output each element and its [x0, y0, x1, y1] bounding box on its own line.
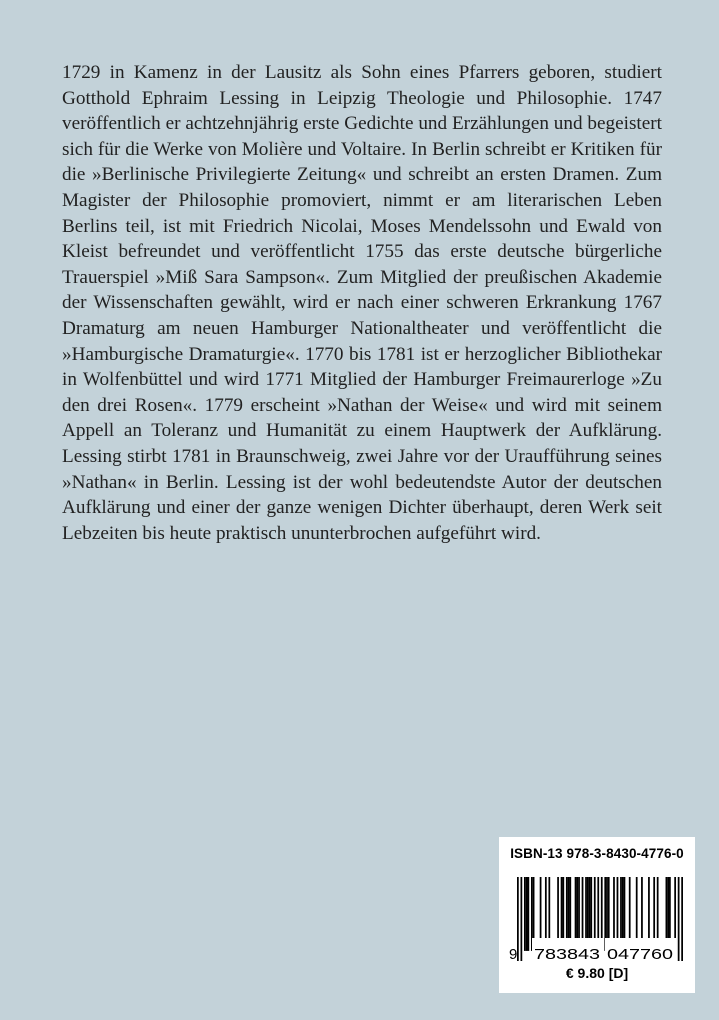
isbn-label: ISBN-13 978-3-8430-4776-0	[510, 846, 684, 861]
barcode-digits-left: 783843	[534, 946, 600, 963]
barcode-digit-first: 9	[509, 946, 518, 963]
author-biography: 1729 in Kamenz in der Lausitz als Sohn eines Pfarrers geboren, studiert Gotthold Ephraim Lessing in Leipzig Theologie und Philosophie. 1747 veröffentlich er achtzehnjährig erste Gedichte und Erzählungen und begeistert sich für die Werke von Molière und Voltaire. In Berlin schreibt er Kritiken für die »Berlinische Privilegierte Zeitung« und schreibt an ersten Dramen. Zum Magister der Philosophie promoviert, nimmt er am literarischen Leben Berlins teil, ist mit Friedrich Nicolai, Moses Mendelssohn und Ewald von Kleist befreundet und veröffentlicht 1755 das erste deutsche bürgerliche Trauerspiel »Miß Sara Sampson«. Zum Mitglied der preußischen Akademie der Wissenschaften gewählt, wird er nach einer schweren Erkrankung 1767 Dramaturg am neuen Hamburger Nationaltheater und veröffentlicht die »Hamburgische Dramaturgie«. 1770 bis 1781 ist er herzoglicher Bibliothekar in Wolfenbüttel und wird 1771 Mitglied der Hamburger Freimaurerloge »Zu den drei Rosen«. 1779 erscheint »Nathan der Weise« und wird mit seinem Appell an Toleranz und Humanität zu einem Hauptwerk der Aufklärung. Lessing stirbt 1781 in Braunschweig, zwei Jahre vor der Uraufführung seines »Nathan« in Berlin. Lessing ist der wohl bedeutendste Autor der deutschen Aufklärung und einer der ganze wenigen Dichter überhaupt, deren Werk seit Lebzeiten bis heute praktisch ununterbrochen aufgeführt wird.	[62, 62, 662, 544]
barcode-panel	[499, 837, 695, 993]
barcode-digits-right: 047760	[607, 946, 673, 963]
price-label: € 9.80 [D]	[565, 965, 629, 981]
barcode-digits	[499, 938, 695, 964]
